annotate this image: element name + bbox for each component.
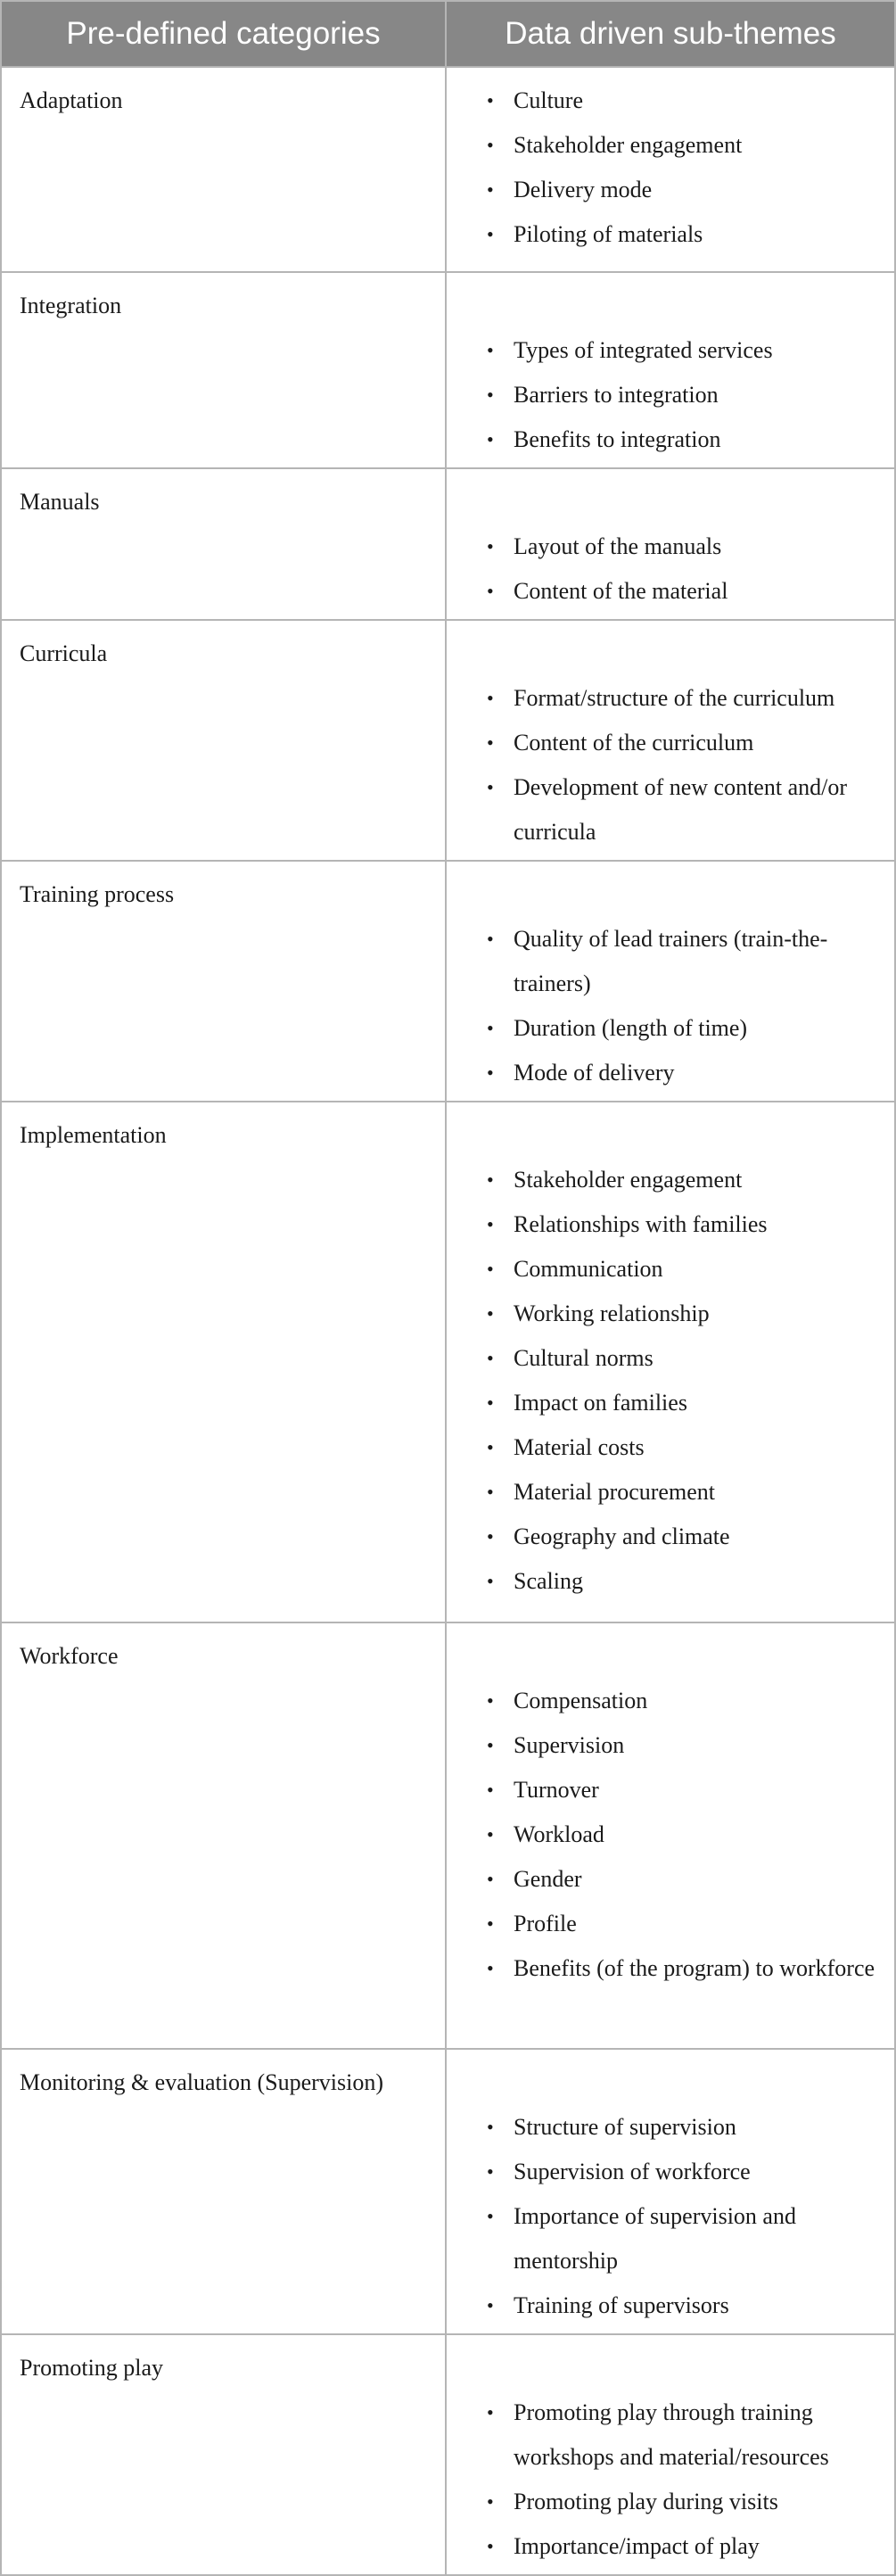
subtheme-text: Benefits (of the program) to workforce (514, 1955, 875, 1981)
category-cell: Workforce (1, 1622, 446, 2049)
bullet-icon: • (487, 535, 494, 557)
subtheme-list (464, 1158, 876, 1604)
bullet-icon: • (487, 1213, 494, 1235)
category-cell: Manuals (1, 468, 446, 620)
header-row (1, 1, 895, 67)
bullet-icon: • (487, 1779, 494, 1801)
bullet-icon: • (487, 428, 494, 450)
bullet-icon: • (487, 2401, 494, 2423)
subtheme-item (487, 1470, 876, 1515)
subtheme-text: Promoting play during visits (514, 2489, 778, 2514)
subtheme-item (487, 1336, 876, 1381)
bullet-icon: • (487, 1168, 494, 1191)
category-cell: Implementation (1, 1102, 446, 1622)
subtheme-text: Delivery mode (514, 177, 653, 202)
subtheme-text: Quality of lead trainers (train-the-trainers) (514, 926, 828, 996)
subtheme-item (487, 1051, 876, 1095)
subtheme-text: Importance of supervision and mentorship (514, 2203, 796, 2274)
subtheme-list (464, 1679, 876, 1991)
subtheme-list (464, 2105, 876, 2328)
table-row (1, 272, 895, 468)
subtheme-text: Workload (514, 1821, 604, 1847)
subthemes-cell (446, 620, 895, 861)
subtheme-text: Communication (514, 1256, 663, 1282)
subthemes-cell (446, 67, 895, 272)
table-row (1, 1622, 895, 2049)
bullet-icon: • (487, 2205, 494, 2227)
bullet-icon: • (487, 384, 494, 406)
bullet-icon: • (487, 1436, 494, 1458)
table-row (1, 468, 895, 620)
subtheme-item (487, 2283, 876, 2328)
subtheme-item (487, 1292, 876, 1336)
subtheme-text: Working relationship (514, 1300, 710, 1326)
subtheme-item (487, 328, 876, 373)
table-row (1, 2334, 895, 2575)
bullet-icon: • (487, 1689, 494, 1712)
subthemes-cell (446, 2049, 895, 2334)
subtheme-item (487, 417, 876, 462)
subtheme-text: Turnover (514, 1777, 599, 1803)
bullet-icon: • (487, 1957, 494, 1979)
subtheme-text: Scaling (514, 1568, 583, 1594)
subtheme-text: Stakeholder engagement (514, 1167, 743, 1193)
bullet-icon: • (487, 134, 494, 156)
bullet-icon: • (487, 1734, 494, 1756)
subtheme-list (464, 917, 876, 1095)
category-cell: Adaptation (1, 67, 446, 272)
subtheme-text: Importance/impact of play (514, 2533, 760, 2559)
bullet-icon: • (487, 1823, 494, 1845)
subtheme-text: Material procurement (514, 1479, 715, 1505)
bullet-icon: • (487, 1525, 494, 1548)
bullet-icon: • (487, 2116, 494, 2138)
bullet-icon: • (487, 731, 494, 754)
bullet-icon: • (487, 1912, 494, 1935)
subtheme-text: Compensation (514, 1688, 648, 1713)
subtheme-text: Mode of delivery (514, 1060, 675, 1086)
header-predefined-categories: Pre-defined categories (1, 1, 446, 67)
bullet-icon: • (487, 1061, 494, 1084)
subtheme-item (487, 78, 876, 123)
header-data-driven-subthemes: Data driven sub-themes (446, 1, 895, 67)
subtheme-text: Supervision (514, 1732, 625, 1758)
subtheme-item (487, 2150, 876, 2194)
subtheme-text: Gender (514, 1866, 582, 1892)
subtheme-item (487, 2194, 876, 2283)
subthemes-cell (446, 272, 895, 468)
subtheme-item (487, 917, 876, 1006)
subtheme-text: Content of the curriculum (514, 730, 754, 755)
category-cell: Training process (1, 861, 446, 1102)
subtheme-item (487, 1158, 876, 1202)
subtheme-text: Development of new content and/or curricula (514, 774, 847, 845)
subtheme-text: Stakeholder engagement (514, 132, 743, 158)
subtheme-text: Format/structure of the curriculum (514, 685, 835, 711)
subthemes-cell (446, 861, 895, 1102)
subtheme-item (487, 212, 876, 257)
bullet-icon: • (487, 1570, 494, 1592)
table-row (1, 1102, 895, 1622)
subtheme-item (487, 373, 876, 417)
subtheme-text: Supervision of workforce (514, 2159, 751, 2184)
bullet-icon: • (487, 178, 494, 201)
bullet-icon: • (487, 1868, 494, 1890)
subtheme-item (487, 1515, 876, 1559)
subtheme-text: Material costs (514, 1434, 645, 1460)
category-cell: Monitoring & evaluation (Supervision) (1, 2049, 446, 2334)
subtheme-text: Structure of supervision (514, 2114, 736, 2140)
subtheme-item (487, 168, 876, 212)
category-cell: Integration (1, 272, 446, 468)
subtheme-text: Content of the material (514, 578, 728, 604)
subtheme-item (487, 765, 876, 855)
subtheme-item (487, 1902, 876, 1946)
subtheme-text: Profile (514, 1911, 577, 1936)
bullet-icon: • (487, 928, 494, 950)
subthemes-cell (446, 468, 895, 620)
subtheme-item (487, 123, 876, 168)
subtheme-text: Types of integrated services (514, 337, 773, 363)
subtheme-text: Layout of the manuals (514, 533, 722, 559)
subthemes-cell (446, 2334, 895, 2575)
subtheme-item (487, 1812, 876, 1857)
subtheme-item (487, 524, 876, 569)
bullet-icon: • (487, 2490, 494, 2513)
bullet-icon: • (487, 2535, 494, 2557)
subtheme-item (487, 2524, 876, 2569)
table-row (1, 2049, 895, 2334)
subtheme-item (487, 1946, 876, 1991)
subtheme-item (487, 1679, 876, 1723)
subtheme-list (464, 2390, 876, 2569)
bullet-icon: • (487, 1017, 494, 1039)
subtheme-list (464, 524, 876, 614)
subtheme-item (487, 1723, 876, 1768)
subtheme-item (487, 1202, 876, 1247)
subtheme-list (464, 676, 876, 855)
subtheme-item (487, 1381, 876, 1425)
subtheme-text: Culture (514, 87, 583, 113)
subtheme-text: Cultural norms (514, 1345, 654, 1371)
subtheme-item (487, 1559, 876, 1604)
bullet-icon: • (487, 1258, 494, 1280)
subtheme-item (487, 1768, 876, 1812)
table-body (1, 67, 895, 2575)
subtheme-item (487, 2480, 876, 2524)
subtheme-item (487, 2390, 876, 2480)
subtheme-text: Promoting play through training workshops and material/resources (514, 2399, 829, 2470)
bullet-icon: • (487, 89, 494, 111)
subtheme-list (464, 328, 876, 462)
bullet-icon: • (487, 687, 494, 709)
bullet-icon: • (487, 1302, 494, 1325)
subtheme-text: Piloting of materials (514, 221, 703, 247)
subtheme-item (487, 2105, 876, 2150)
subtheme-text: Duration (length of time) (514, 1015, 748, 1041)
subthemes-cell (446, 1622, 895, 2049)
subthemes-cell (446, 1102, 895, 1622)
table-row (1, 620, 895, 861)
subtheme-text: Relationships with families (514, 1211, 768, 1237)
bullet-icon: • (487, 776, 494, 798)
subtheme-item (487, 676, 876, 721)
subtheme-item (487, 1006, 876, 1051)
subtheme-item (487, 1247, 876, 1292)
bullet-icon: • (487, 1391, 494, 1414)
subtheme-item (487, 721, 876, 765)
bullet-icon: • (487, 1481, 494, 1503)
subtheme-item (487, 1857, 876, 1902)
category-cell: Curricula (1, 620, 446, 861)
subtheme-list (464, 78, 876, 257)
subtheme-text: Geography and climate (514, 1523, 730, 1549)
bullet-icon: • (487, 339, 494, 361)
subtheme-text: Training of supervisors (514, 2292, 729, 2318)
bullet-icon: • (487, 2294, 494, 2316)
bullet-icon: • (487, 223, 494, 245)
table-row (1, 861, 895, 1102)
subtheme-text: Barriers to integration (514, 382, 719, 408)
subtheme-item (487, 569, 876, 614)
bullet-icon: • (487, 580, 494, 602)
subtheme-text: Impact on families (514, 1390, 687, 1416)
subtheme-item (487, 1425, 876, 1470)
category-cell: Promoting play (1, 2334, 446, 2575)
bullet-icon: • (487, 2160, 494, 2183)
subtheme-text: Benefits to integration (514, 426, 721, 452)
table-row (1, 67, 895, 272)
bullet-icon: • (487, 1347, 494, 1369)
